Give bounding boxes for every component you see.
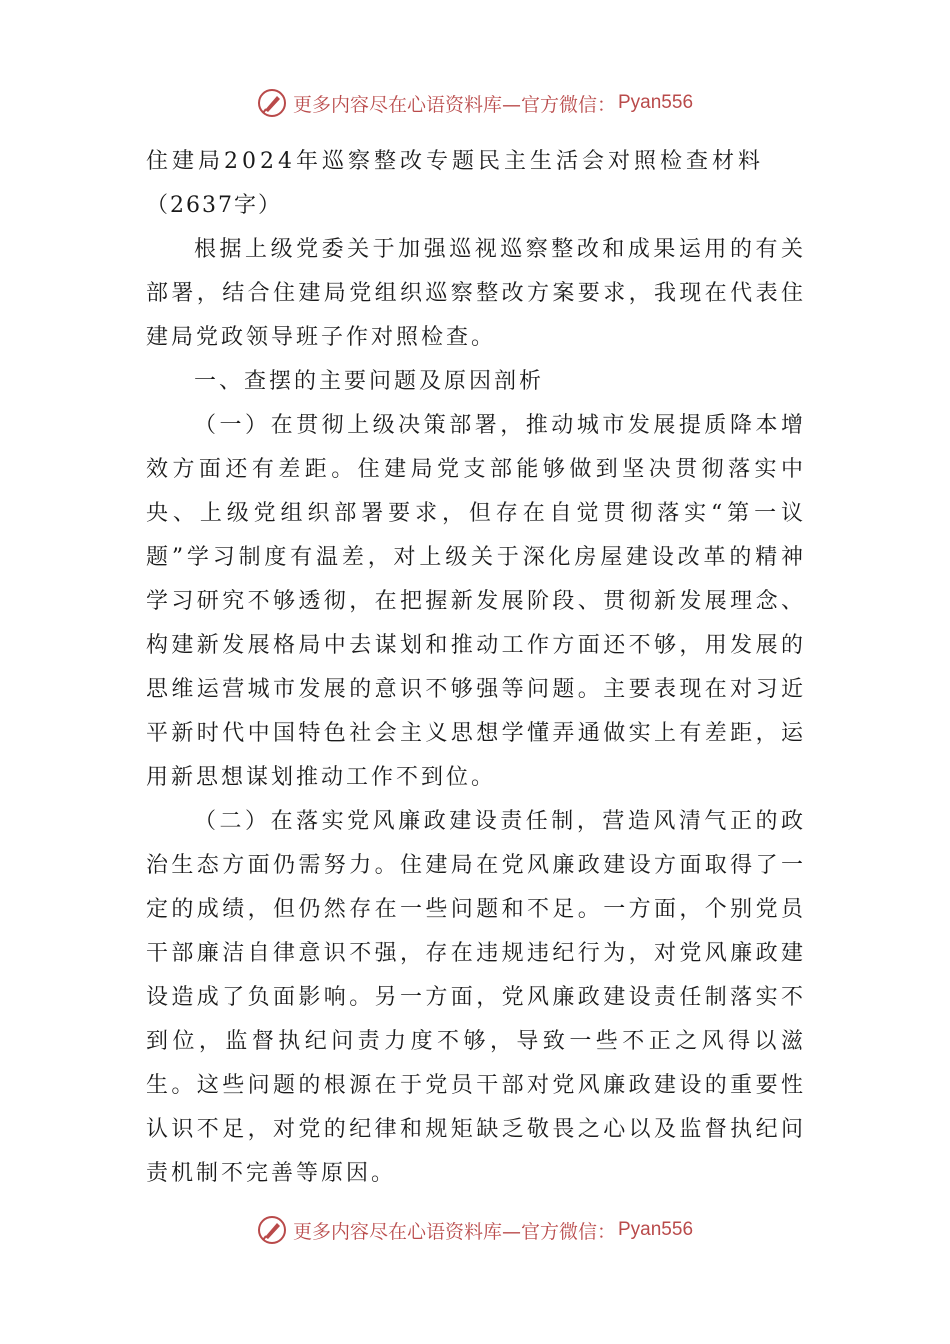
banner-wechat-id: Pyan556: [618, 92, 694, 113]
section-heading: 一、查摆的主要问题及原因剖析: [194, 369, 545, 394]
banner-wechat-id: Pyan556: [618, 1219, 694, 1240]
footer-watermark-banner: [0, 1212, 950, 1248]
quill-logo-icon: [257, 1215, 287, 1245]
document-body: [146, 140, 806, 1196]
paragraph-1: （一）在贯彻上级决策部署，推动城市发展提质降本增效方面还有差距。住建局党支部能够做到坚决贯彻落实中央、上级党组织部署要求，但存在自觉贯彻落实“第一议题”学习制度有温差，对上级关于深化房屋建设改革的精神学习研究不够透彻，在把握新发展阶段、贯彻新发展理念、构建新发展格局中去谋划和推动工作方面还不够，用发展的思维运营城市发展的意识不够强等问题。主要表现在对习近平新时代中国特色社会主义思想学懂弄通做实上有差距，运用新思想谋划推动工作不到位。: [146, 413, 806, 790]
banner-text: 更多内容尽在心语资料库—官方微信：: [292, 93, 616, 116]
quill-logo-icon: [257, 88, 287, 118]
paragraph-2: （二）在落实党风廉政建设责任制，营造风清气正的政治生态方面仍需努力。住建局在党风廉政建设方面取得了一定的成绩，但仍然存在一些问题和不足。一方面，个别党员干部廉洁自律意识不强，存在违规违纪行为，对党风廉政建设造成了负面影响。另一方面，党风廉政建设责任制落实不到位，监督执纪问责力度不够，导致一些不正之风得以滋生。这些问题的根源在于党员干部对党风廉政建设的重要性认识不足，对党的纪律和规矩缺乏敬畏之心以及监督执纪问责机制不完善等原因。: [146, 809, 806, 1186]
word-count: （2637字）: [146, 193, 282, 218]
header-watermark-banner: [0, 85, 950, 121]
banner-text: 更多内容尽在心语资料库—官方微信：: [292, 1220, 616, 1243]
document-title: 住建局2024年巡察整改专题民主生活会对照检查材料: [146, 149, 764, 174]
intro-paragraph: 根据上级党委关于加强巡视巡察整改和成果运用的有关部署，结合住建局党组织巡察整改方案要求，我现在代表住建局党政领导班子作对照检查。: [146, 237, 806, 350]
